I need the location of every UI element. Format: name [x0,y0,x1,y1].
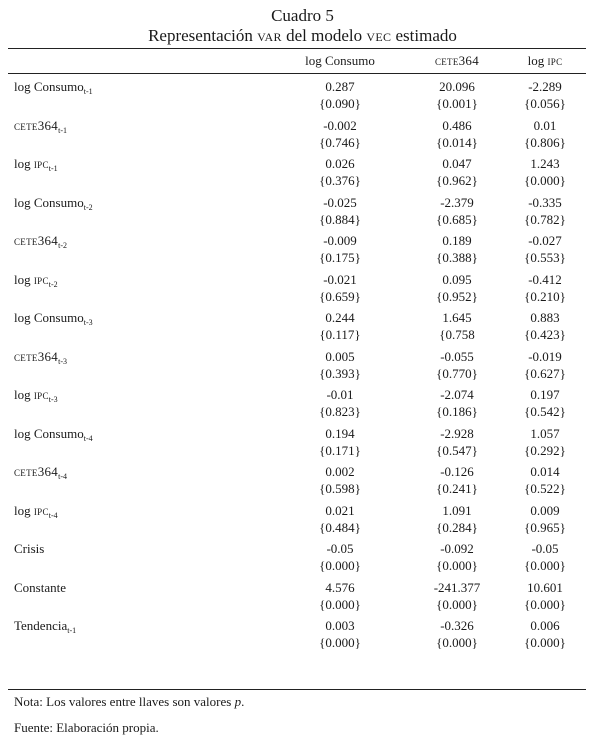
p-value-cell: {0.965} [524,519,566,535]
p-value-cell: {0.210} [524,288,566,304]
coefficient-cell: 0.047 [442,156,472,171]
coefficient-cell: 20.096 [439,79,475,94]
p-value-cell: {0.001} [436,96,478,111]
coefficient-cell: 0.021 [325,502,355,518]
p-value-cell: {0.484} [319,519,361,535]
p-value-cell: {0.117} [319,327,361,342]
table-body [0,76,605,654]
caption-text-1: Representación [148,26,253,45]
row-label [14,156,58,173]
coefficient-cell: 0.189 [442,233,472,248]
row-label-variable: ipc [33,156,49,171]
coefficient-cell: 0.005 [325,348,355,364]
coefficient-cell: -0.025 [323,194,357,210]
coefficient-cell: 1.243 [530,156,560,171]
coefficient-cell: 0.244 [325,310,355,325]
p-value-cell: {0.000} [319,635,361,650]
row-label-variable: cete364 [14,233,59,248]
table-row [0,269,605,308]
column-header-sc: cete364 [434,53,480,68]
p-value-cell: {0.175} [319,250,361,265]
coefficient-cell: 1.057 [530,425,560,441]
p-value-cell: {0.000} [436,635,478,650]
row-label [14,426,93,443]
table-row [0,384,605,423]
p-value-cell: {0.962} [436,173,478,188]
note-end: . [241,694,245,709]
p-value-cell: {0.388} [436,250,478,265]
row-label-text: Tendencia [14,618,68,633]
coefficient-cell: 0.009 [530,502,560,518]
p-value-cell: {0.598} [319,481,361,496]
coefficient-cell: 0.197 [530,387,560,402]
coefficient-cell: -0.019 [528,348,562,364]
p-value-cell: {0.000} [436,558,478,573]
caption-vec: vec [366,26,392,45]
row-label-lag: t-4 [48,510,58,520]
coefficient-cell: -0.027 [528,233,562,248]
column-header-main: log Consumo [305,53,375,68]
table-row [0,230,605,269]
table-row [0,423,605,462]
row-label-lag: t-3 [58,356,67,366]
coefficient-cell: -0.05 [326,541,354,556]
row-label-text: Crisis [14,541,45,556]
coefficient-cell: 10.601 [527,579,563,595]
row-label-lag: t-2 [83,202,93,212]
p-value-cell: {0.000} [524,558,566,573]
coefficient-cell: 0.003 [325,618,355,633]
coefficient-cell: -0.055 [440,348,474,364]
caption-var: var [257,26,282,45]
row-label [14,618,76,635]
coefficient-cell: -0.002 [323,117,357,133]
p-value-cell: {0.000} [319,596,361,612]
row-label-text: log [14,502,34,518]
p-value-cell: {0.782} [524,211,566,227]
coefficient-cell: -2.289 [528,79,562,94]
coefficient-cell: -0.092 [440,541,474,556]
p-value-cell: {0.171} [319,442,361,458]
p-value-cell: {0.284} [436,519,478,535]
p-value-cell: {0.758 [439,327,475,342]
p-value-cell: {0.746} [319,134,361,150]
caption-text-2: del modelo [286,26,363,45]
p-value-cell: {0.542} [524,404,566,419]
coefficient-cell: 0.014 [530,464,560,479]
p-value-cell: {0.000} [319,558,361,573]
p-value-cell: {0.000} [524,635,566,650]
table-row [0,346,605,385]
row-label [14,79,93,96]
row-label-lag: t-1 [67,626,77,635]
coefficient-cell: -0.021 [323,271,357,287]
coefficient-cell: 4.576 [325,579,355,595]
row-label [14,503,58,520]
coefficient-cell: -0.05 [531,541,559,556]
coefficient-cell: 0.026 [325,156,355,171]
column-header-log-ipc [480,53,605,69]
p-value-cell: {0.659} [319,288,361,304]
coefficient-cell: -0.126 [440,464,474,479]
coefficient-cell: 0.095 [442,271,472,287]
row-label-lag: t-1 [58,125,67,135]
column-header-main: log [527,53,548,68]
table-row [0,577,605,616]
table-row [0,192,605,231]
row-label [14,349,67,366]
row-label-lag: t-3 [48,395,58,404]
row-label-lag: t-1 [48,164,58,173]
row-label-text: log Consumo [14,79,84,94]
row-label [14,310,93,327]
p-value-cell: {0.376} [319,173,361,188]
coefficient-cell: -0.01 [326,387,354,402]
p-value-cell: {0.241} [436,481,478,496]
caption-text-3: estimado [395,26,457,45]
coefficient-cell: 0.486 [442,117,472,133]
p-value-cell: {0.393} [319,365,361,381]
coefficient-cell: -0.412 [528,271,562,287]
table-caption-number: Cuadro 5 [271,6,334,25]
coefficient-cell: 1.091 [442,502,472,518]
row-label-text: Constante [14,579,66,595]
p-value-cell: {0.522} [524,481,566,496]
coefficient-cell: -0.326 [440,618,474,633]
coefficient-cell: -2.379 [440,194,474,210]
p-value-cell: {0.014} [436,134,478,150]
table-row [0,153,605,192]
row-label-text: log [14,156,34,171]
row-label [14,118,67,135]
row-label-text: log [14,271,34,287]
coefficient-cell: 0.287 [325,79,355,94]
header-rule [8,73,586,74]
coefficient-cell: -2.928 [440,425,474,441]
p-value-cell: {0.627} [524,365,566,381]
p-value-cell: {0.823} [319,404,361,419]
coefficient-cell: 0.883 [530,310,560,325]
bottom-rule [8,689,586,690]
row-label-lag: t-1 [83,87,93,96]
p-value-cell: {0.547} [436,442,478,458]
row-label-lag: t-4 [83,433,93,443]
p-value-cell: {0.000} [524,596,566,612]
row-label-variable: cete364 [14,464,59,479]
row-label [14,272,58,289]
p-value-cell: {0.000} [436,596,478,612]
row-label [14,195,93,212]
p-value-cell: {0.884} [319,211,361,227]
row-label [14,387,58,404]
row-label-text: log Consumo [14,194,84,210]
coefficient-cell: 0.01 [533,117,557,133]
row-label-text: log Consumo [14,310,84,325]
row-label-lag: t-2 [48,279,58,289]
column-header-log-consumo [275,53,405,69]
table-note [14,694,244,710]
row-label-variable: cete364 [14,117,59,133]
table-row [0,115,605,154]
p-value-cell: {0.553} [524,250,566,265]
column-header-sc: ipc [547,53,563,68]
table-row [0,500,605,539]
coefficient-cell: -0.335 [528,194,562,210]
note-text: Nota: Los valores entre llaves son valores [14,694,235,709]
coefficient-cell: -241.377 [433,579,481,595]
p-value-cell: {0.952} [436,288,478,304]
coefficient-cell: 0.194 [325,425,355,441]
row-label-text: log Consumo [14,425,84,441]
table-source: Fuente: Elaboración propia. [14,720,159,735]
note-p: p [234,694,242,709]
row-label [14,580,66,597]
row-label [14,464,67,481]
row-label-variable: ipc [33,502,49,518]
p-value-cell: {0.186} [436,404,478,419]
coefficient-cell: -2.074 [440,387,474,402]
coefficient-cell: 0.002 [325,464,355,479]
row-label-variable: cete364 [14,348,59,364]
p-value-cell: {0.806} [524,134,566,150]
coefficient-cell: -0.009 [323,233,357,248]
table-row [0,461,605,500]
table-row [0,538,605,577]
p-value-cell: {0.770} [436,365,478,381]
table-row [0,615,605,654]
row-label-variable: ipc [33,387,49,402]
table-row [0,76,605,115]
p-value-cell: {0.000} [524,173,566,188]
p-value-cell: {0.685} [436,211,478,227]
row-label [14,541,44,558]
table-row [0,307,605,346]
row-label-lag: t-4 [58,472,67,481]
row-label-lag: t-3 [83,318,93,327]
p-value-cell: {0.090} [319,96,361,111]
row-label-lag: t-2 [58,241,67,250]
row-label-variable: ipc [33,271,49,287]
p-value-cell: {0.056} [524,96,566,111]
row-label-text: log [14,387,34,402]
coefficient-cell: 1.645 [442,310,472,325]
top-rule [8,48,586,49]
p-value-cell: {0.423} [524,327,566,342]
p-value-cell: {0.292} [524,442,566,458]
coefficient-cell: 0.006 [530,618,560,633]
row-label [14,233,67,250]
table-caption-title [0,26,605,46]
